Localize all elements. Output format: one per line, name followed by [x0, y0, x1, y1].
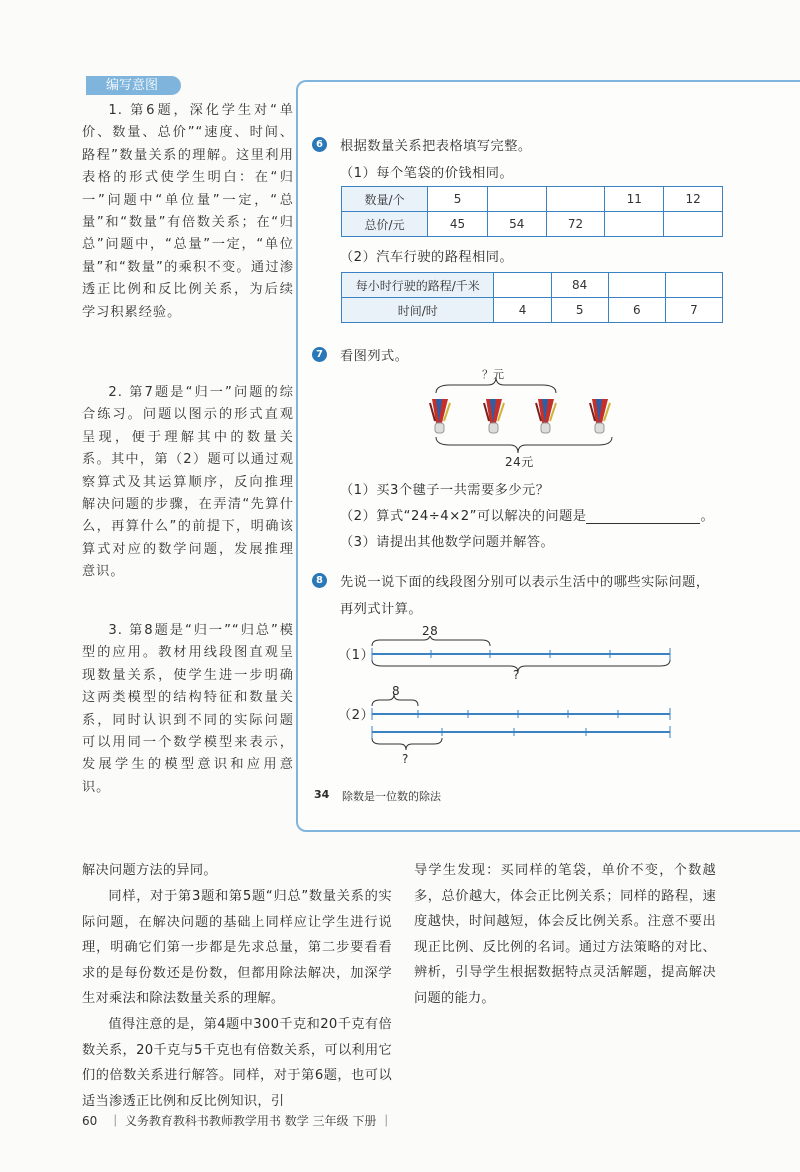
- line-segment-diagrams: [360, 636, 680, 752]
- panel-page-number: 34: [314, 788, 330, 801]
- d2-top-brace: [372, 694, 418, 706]
- d1-top-brace: [372, 636, 490, 646]
- q8-text-line1: 先说一说下面的线段图分别可以表示生活中的哪些实际问题，: [340, 575, 710, 590]
- question-number-6: 6: [312, 137, 327, 152]
- distance-table: [341, 272, 723, 323]
- table-cell: 4: [494, 298, 551, 323]
- diagram-1-top-value: 28: [422, 624, 439, 638]
- section-tag: 编写意图: [86, 76, 181, 95]
- sidebar-paragraph: 3. 第8题是“归一”“归总”模型的应用。教材用线段图直观呈现数量关系，使学生进一步明确这两类模型的结构特征和数量关系，同时认识到不同的实际问题可以用同一个数学模型来表示，发展学生的模型意识和应用意识。: [82, 623, 294, 795]
- q8-text-line2: 再列式计算。: [340, 602, 423, 617]
- table-cell: [494, 273, 551, 298]
- table-cell: [665, 273, 722, 298]
- table-header: 数量/个: [342, 187, 428, 212]
- d2-bottom-brace: [372, 738, 442, 750]
- q7-text: 看图列式。: [340, 349, 409, 364]
- shuttlecock-icon: [536, 399, 556, 433]
- diagram-2-label: （2）: [338, 708, 375, 723]
- shuttlecock-icon: [590, 399, 610, 433]
- table-cell: 6: [608, 298, 665, 323]
- table-cell: [664, 212, 723, 237]
- table-cell: [605, 212, 664, 237]
- price-table: [341, 186, 723, 237]
- page-footer: [82, 1112, 392, 1129]
- table-cell: [608, 273, 665, 298]
- table-cell: 5: [428, 187, 488, 212]
- table-header: 每小时行驶的路程/千米: [342, 273, 494, 298]
- q7-sub2-end: 。: [700, 509, 715, 524]
- table-cell: 5: [551, 298, 608, 323]
- table-header: 总价/元: [342, 212, 428, 237]
- shuttlecock-icon: [430, 399, 450, 433]
- table-row: [342, 298, 723, 323]
- bottom-brace-label: 24元: [505, 455, 534, 469]
- table-header: 时间/时: [342, 298, 494, 323]
- page-number: 60: [82, 1114, 98, 1128]
- table-cell: 84: [551, 273, 608, 298]
- bottom-brace: [436, 437, 612, 453]
- q6-sub2: （2）汽车行驶的路程相同。: [340, 250, 514, 265]
- q7-sub2: [340, 505, 714, 524]
- question-number-8: 8: [312, 573, 327, 588]
- sidebar-paragraph: 1. 第6题，深化学生对“单价、数量、总价”“速度、时间、路程”数量关系的理解。这里利用表格的形式使学生明白：在“归一”问题中“单位量”一定，“总量”和“数量”有倍数关系；在“归总”问题中，“总量”一定，“单位量”和“数量”的乘积不变。通过渗透正比例和反比例关系，为后续学习积累经验。: [82, 103, 294, 320]
- table-cell: 11: [605, 187, 664, 212]
- q7-sub1: （1）买3个毽子一共需要多少元？: [340, 483, 550, 498]
- sidebar-paragraph: 2. 第7题是“归一”问题的综合练习。问题以图示的形式直观呈现，便于理解其中的数量关系。其中，第（2）题可以通过观察算式及其运算顺序，反向推理解决问题的步骤，在弄清“先算什么，再算什么”的前提下，明确该算式对应的数学问题，发展推理意识。: [82, 385, 294, 580]
- table-row: [342, 212, 723, 237]
- table-cell: 45: [428, 212, 488, 237]
- d1-bottom-brace: [372, 660, 670, 672]
- q6-text: 根据数量关系把表格填写完整。: [340, 139, 532, 154]
- question-number-7: 7: [312, 347, 327, 362]
- table-row: [342, 187, 723, 212]
- table-cell: 54: [487, 212, 546, 237]
- body-paragraph: 解决问题方法的异同。: [82, 863, 217, 878]
- answer-blank[interactable]: [586, 511, 700, 524]
- top-brace: [436, 377, 556, 393]
- table-cell: 7: [665, 298, 722, 323]
- body-paragraph: 导学生发现：买同样的笔袋，单价不变，个数越多，总价越大，体会正比例关系；同样的路程，速度越快，时间越短，体会反比例关系。注意不要出现正比例、反比例的名词。通过方法策略的对比、辨析，引导学生根据数据特点灵活解题，提高解决问题的能力。: [414, 863, 716, 1006]
- diagram-2-bottom-value: ?: [402, 752, 409, 766]
- table-cell: [546, 187, 605, 212]
- table-cell: 12: [664, 187, 723, 212]
- q6-sub1: （1）每个笔袋的价钱相同。: [340, 166, 514, 181]
- diagram-1-bottom-value: ?: [513, 668, 520, 682]
- table-row: [342, 273, 723, 298]
- body-paragraph: 值得注意的是，第4题中300千克和20千克有倍数关系，20千克与5千克也有倍数关系，可以利用它们的倍数关系进行解答。同样，对于第6题，也可以适当渗透正比例和反比例知识，引: [82, 1017, 392, 1109]
- q7-sub3: （3）请提出其他数学问题并解答。: [340, 535, 555, 550]
- diagram-1-label: （1）: [338, 648, 375, 663]
- body-paragraph: 同样，对于第3题和第5题“归总”数量关系的实际问题，在解决问题的基础上同样应让学生进行说理，明确它们第一步都是先求总量，第二步要看看求的是每份数还是份数，但都用除法解决，加深学生对乘法和除法数量关系的理解。: [82, 889, 392, 1006]
- diagram-2-top-value: 8: [392, 684, 401, 698]
- shuttlecock-icon: [484, 399, 504, 433]
- table-cell: 72: [546, 212, 605, 237]
- top-brace-label: ？元: [482, 368, 504, 381]
- q7-sub2-text: （2）算式“24÷4×2”可以解决的问题是: [340, 509, 587, 524]
- book-title: ｜ 义务教育教科书教师教学用书 数学 三年级 下册 ｜: [109, 1114, 393, 1128]
- table-cell: [487, 187, 546, 212]
- panel-footer-text: 除数是一位数的除法: [342, 790, 441, 803]
